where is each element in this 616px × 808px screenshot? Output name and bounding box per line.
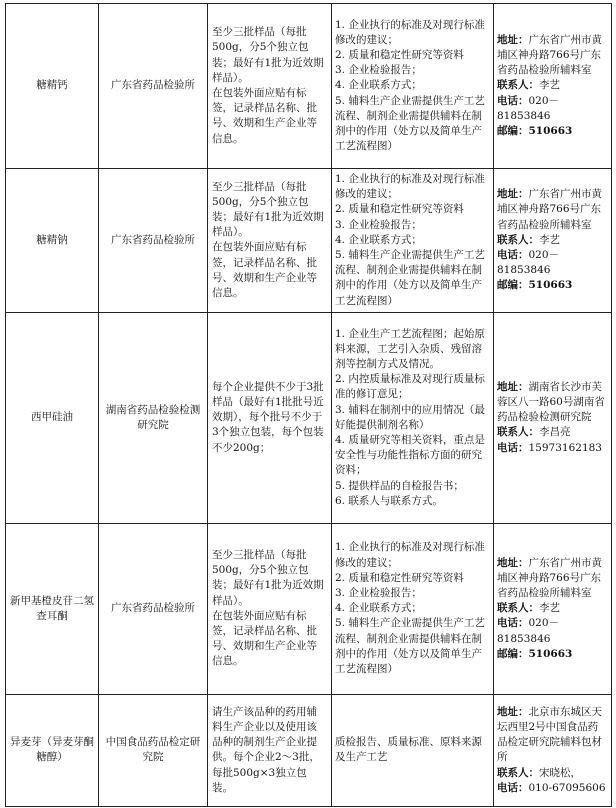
- document-item: 1. 企业生产工艺流程图；起始原料来源，工艺引入杂质、残留溶剂等控制方式及情况。: [335, 327, 485, 371]
- contact-address: [497, 556, 608, 602]
- contact-phone-label: 电话：: [497, 781, 529, 794]
- document-item: 3. 企业检验报告；: [335, 218, 422, 231]
- contact-phone-value: 020－81853846: [497, 617, 560, 645]
- table-row: [6, 523, 612, 694]
- contact-address: [497, 187, 608, 233]
- contact-phone-label: 电话：: [497, 94, 529, 107]
- contact-address: [497, 33, 608, 79]
- sample-line: 请生产该品种的药用辅料生产企业以及使用该品种的制剂生产企业提供。每个企业2～3批，每批500g×3独立包装。: [212, 705, 320, 794]
- required-documents: [332, 4, 494, 169]
- contact-person-value: 李艺: [539, 233, 560, 246]
- contact-address-value: 北京市东城区天坛西里2号中国食品药品检定研究院辅料包材所: [497, 705, 602, 764]
- excipient-name: 新甲基橙皮苷二氢查耳酮: [6, 523, 99, 694]
- contact-info: [494, 4, 612, 169]
- contact-phone: [497, 781, 608, 796]
- contact-person-value: 李艺: [539, 602, 560, 615]
- contact-zip-value: 510663: [528, 125, 573, 137]
- contact-address-label: 地址：: [497, 556, 529, 569]
- sample-line: 每个企业提供不少于3批样品（最好有1批批号近效期），每个批号不少于3个独立包装，每个包装不少200g；: [212, 380, 324, 454]
- contact-phone-value: 15973162183: [528, 441, 602, 454]
- contact-person-label: 联系人：: [497, 79, 539, 92]
- contact-address-value: 广东省广州市黄埔区神舟路766号广东省药品检验所辅料室: [497, 33, 602, 77]
- contact-person-label: 联系人：: [497, 766, 539, 779]
- testing-institute: 广东省药品检验所: [99, 523, 208, 694]
- contact-address-value: 湖南省长沙市芙蓉区八一路60号湖南省药品检验检测研究院: [497, 380, 605, 424]
- sample-requirements: [208, 523, 332, 694]
- contact-info: [494, 169, 612, 313]
- document-item: 4. 企业联系方式；: [335, 602, 422, 615]
- contact-phone: [497, 248, 608, 278]
- contact-person-value: 宋晓松，: [539, 766, 581, 779]
- contact-person-label: 联系人：: [497, 602, 539, 615]
- contact-person-value: 李艺: [539, 79, 560, 92]
- document-item: 5. 辅料生产企业需提供生产工艺流程、制剂企业需提供辅料在制剂中的作用（处方以及简单生产工艺流程图）: [335, 249, 485, 307]
- document-item: 4. 企业联系方式；: [335, 79, 422, 92]
- document-item: 1. 企业执行的标准及对现行标准修改的建议；: [335, 173, 485, 201]
- sample-line: 在包装外面应贴有标签，记录样品名称、批号、效期和生产企业等信息。: [212, 241, 317, 300]
- table-row: [6, 694, 612, 806]
- contact-zip-label: 邮编：: [497, 647, 529, 660]
- contact-address-label: 地址：: [497, 380, 529, 393]
- document-item: 4. 质量研究等相关资料，重点是安全性与功能性指标方面的研究资料；: [335, 434, 485, 477]
- required-documents: [332, 312, 494, 523]
- contact-person: [497, 601, 608, 616]
- document-item: 1. 企业执行的标准及对现行标准修改的建议；: [335, 541, 485, 569]
- contact-address-label: 地址：: [497, 188, 529, 201]
- contact-zip: [497, 647, 608, 662]
- contact-address-value: 广东省广州市黄埔区神舟路766号广东省药品检验所辅料室: [497, 556, 602, 600]
- contact-person-value: 李昌亮: [539, 426, 571, 439]
- table-row: [6, 312, 612, 523]
- sample-line: 至少三批样品（每批500g，分5个独立包装；最好有1批为近效期样品）。: [212, 180, 324, 239]
- contact-zip-value: 510663: [528, 647, 573, 660]
- contact-phone: [497, 616, 608, 646]
- document-item: 5. 辅料生产企业需提供生产工艺流程、制剂企业需提供辅料在制剂中的作用（处方以及简单生产工艺流程图）: [335, 617, 485, 676]
- contact-phone-value: 020－81853846: [497, 249, 560, 277]
- document-item: 6. 联系人与联系方式。: [335, 494, 443, 507]
- sample-requirements: [208, 4, 332, 169]
- document-item: 2. 内控质量标准及对现行质量标准的修订意见；: [335, 373, 485, 401]
- document-item: 5. 辅料生产企业需提供生产工艺流程、制剂企业需提供辅料在制剂中的作用（处方以及简单生产工艺流程图）: [335, 94, 485, 153]
- contact-phone-value: 020－81853846: [497, 94, 560, 122]
- testing-institute: 中国食品药品检定研究院: [99, 694, 208, 806]
- testing-institute: 广东省药品检验所: [99, 4, 208, 169]
- table-row: [6, 169, 612, 313]
- document-item: 2. 质量和稳定性研究等资料: [335, 203, 464, 216]
- contact-address-label: 地址：: [497, 33, 529, 46]
- sample-line: 至少三批样品（每批500g，分5个独立包装；最好有1批为近效期样品）。: [212, 26, 324, 84]
- document-item: 5. 提供样品的自检报告书；: [335, 479, 464, 492]
- document-item: 2. 质量和稳定性研究等资料: [335, 571, 464, 584]
- contact-phone-value: 010-67095606: [528, 781, 606, 794]
- table-row: [6, 4, 612, 169]
- excipient-name: 西甲硅油: [6, 312, 99, 523]
- required-documents: [332, 523, 494, 694]
- sample-requirements: [208, 169, 332, 313]
- contact-phone: [497, 441, 608, 456]
- contact-zip-label: 邮编：: [497, 279, 529, 292]
- contact-address-value: 广东省广州市黄埔区神舟路766号广东省药品检验所辅料室: [497, 188, 602, 231]
- sample-line: 在包装外面应贴有标签，记录样品名称、批号、效期和生产企业等信息。: [212, 87, 317, 145]
- contact-person: [497, 233, 608, 248]
- testing-institute: 广东省药品检验所: [99, 169, 208, 313]
- sample-requirements: [208, 312, 332, 523]
- excipient-name: 糖精钠: [6, 169, 99, 313]
- contact-person: [497, 425, 608, 440]
- contact-address: [497, 705, 608, 766]
- document-item: 2. 质量和稳定性研究等资料: [335, 48, 464, 61]
- required-documents: [332, 694, 494, 806]
- contact-phone-label: 电话：: [497, 249, 529, 262]
- contact-zip: [497, 278, 608, 293]
- contact-zip-value: 510663: [528, 279, 573, 292]
- contact-phone: [497, 94, 608, 124]
- sample-line: 在包装外面应贴有标签，记录样品名称、批号、效期和生产企业等信息。: [212, 609, 317, 668]
- excipient-name: 糖精钙: [6, 4, 99, 169]
- document-item: 3. 企业检验报告；: [335, 64, 422, 77]
- contact-zip: [497, 124, 608, 139]
- document-item: 4. 企业联系方式；: [335, 233, 422, 246]
- contact-address: [497, 380, 608, 426]
- contact-person-label: 联系人：: [497, 426, 539, 439]
- contact-address-label: 地址：: [497, 705, 529, 718]
- contact-person: [497, 78, 608, 93]
- sample-line: 至少三批样品（每批500g，分5个独立包装；最好有1批为近效期样品）。: [212, 549, 324, 607]
- contact-person-label: 联系人：: [497, 233, 539, 246]
- contact-info: [494, 523, 612, 694]
- contact-info: [494, 694, 612, 806]
- contact-phone-label: 电话：: [497, 617, 529, 630]
- contact-info: [494, 312, 612, 523]
- contact-zip-label: 邮编：: [497, 125, 529, 137]
- excipient-name: 异麦芽（异麦芽酮糖醇）: [6, 694, 99, 806]
- document-item: 3. 辅料在制剂中的应用情况（最好能提供制剂名称）: [335, 403, 485, 431]
- required-documents: [332, 169, 494, 313]
- contact-phone-label: 电话：: [497, 441, 529, 454]
- document-item: 3. 企业检验报告；: [335, 587, 422, 600]
- contact-person: [497, 766, 608, 781]
- excipient-table: [5, 3, 612, 807]
- document-item: 1. 企业执行的标准及对现行标准修改的建议；: [335, 18, 485, 46]
- sample-requirements: [208, 694, 332, 806]
- document-item: 质检报告、质量标准、原料来源及生产工艺: [335, 736, 482, 764]
- testing-institute: 湖南省药品检验检测研究院: [99, 312, 208, 523]
